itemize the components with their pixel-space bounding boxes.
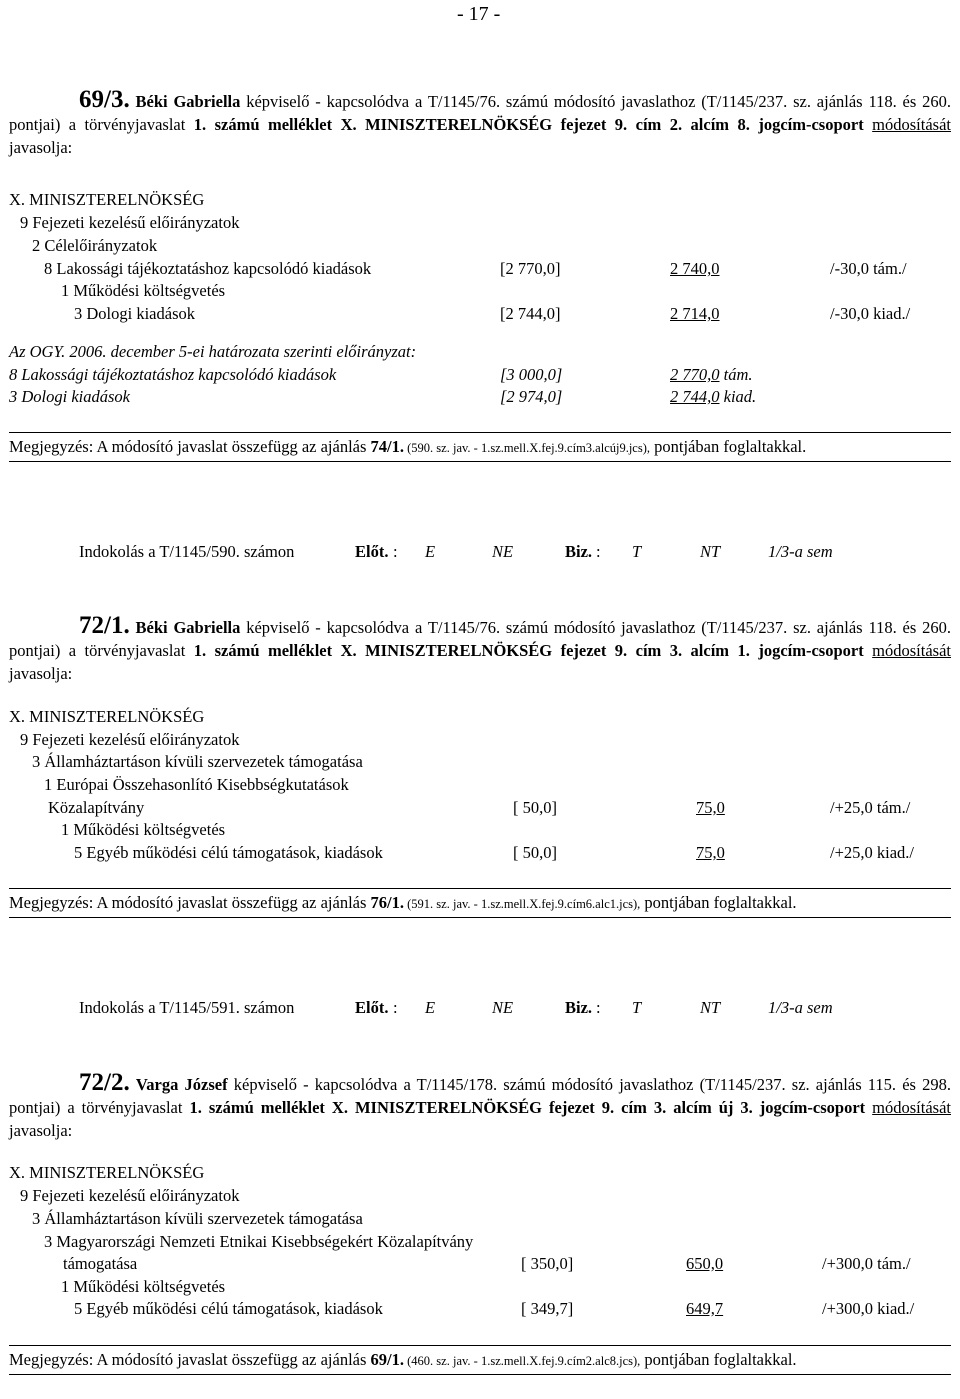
vote-e: E: [425, 542, 436, 561]
hierarchy-line: X. MINISZTERELNÖKSÉG: [9, 707, 205, 726]
vote-ne: NE: [492, 998, 514, 1017]
note-end: pontjában foglaltakkal.: [640, 1350, 797, 1369]
note-reference: 69/1.: [370, 1350, 405, 1369]
ogy-old-value: [2 974,0]: [500, 387, 563, 406]
vote-sem: 1/3-a sem: [768, 542, 833, 561]
note-lead: Megjegyzés: A módosító javaslat összefügg az ajánlás: [9, 893, 371, 912]
amendment-intro: [9, 614, 951, 685]
hierarchy-line: Közalapítvány: [48, 798, 145, 817]
old-value: [2 744,0]: [500, 304, 561, 323]
hierarchy-line: 3 Államháztartáson kívüli szervezetek támogatása: [32, 1209, 363, 1228]
reference: 1. számú melléklet X. MINISZTERELNÖKSÉG fejezet 9. cím 3. alcím új 3. jogcím-csoport: [189, 1098, 866, 1117]
intro-tail: javasolja:: [9, 1121, 73, 1140]
hierarchy-line: 9 Fejezeti kezelésű előirányzatok: [20, 730, 240, 749]
hierarchy-line: X. MINISZTERELNÖKSÉG: [9, 1163, 205, 1182]
modification-word: módosítását: [872, 641, 951, 660]
amendment-number: 69/3.: [79, 86, 130, 113]
hierarchy-line: 3 Államháztartáson kívüli szervezetek támogatása: [32, 752, 363, 771]
vote-t: T: [632, 542, 642, 561]
justification-line: [79, 999, 294, 1018]
new-value: 649,7: [686, 1299, 724, 1318]
elot-label: Előt.: [355, 542, 389, 561]
ogy-suffix: kiad.: [719, 387, 757, 406]
hierarchy-line: X. MINISZTERELNÖKSÉG: [9, 190, 205, 209]
hierarchy-line: támogatása: [63, 1254, 138, 1273]
ogy-old-value: [3 000,0]: [500, 365, 563, 384]
amendment-intro: [9, 1071, 951, 1142]
note-reference: 74/1.: [370, 437, 405, 456]
difference: /+25,0 tám./: [830, 798, 911, 817]
note-reference: 76/1.: [370, 893, 405, 912]
amendment-number: 72/1.: [79, 612, 130, 639]
author-name: Béki Gabriella: [135, 618, 241, 637]
ogy-row-label: 3 Dologi kiadások: [9, 387, 130, 406]
vote-t: T: [632, 998, 642, 1017]
old-value: [ 50,0]: [513, 798, 557, 817]
note-small: (590. sz. jav. - 1.sz.mell.X.fej.9.cím3.alcúj9.jcs),: [404, 441, 651, 455]
justification-line: [79, 543, 294, 562]
note-box: [9, 432, 951, 462]
intro-text: képviselő - kapcsolódva a T/1145/76. számú módosító javaslathoz (T/1145/237. sz. ajánlás 118. és 260. pontjai) a törvényjavaslat: [9, 92, 952, 134]
hierarchy-line: 9 Fejezeti kezelésű előirányzatok: [20, 1186, 240, 1205]
new-value: 75,0: [696, 798, 725, 817]
hierarchy-line: 3 Magyarországi Nemzeti Etnikai Kisebbségekért Közalapítvány: [44, 1232, 474, 1251]
justification-text: Indokolás a T/1145/591. számon: [79, 998, 295, 1017]
new-value: 650,0: [686, 1254, 724, 1273]
vote-nt: NT: [700, 998, 721, 1017]
reference: 1. számú melléklet X. MINISZTERELNÖKSÉG fejezet 9. cím 3. alcím 1. jogcím-csoport: [193, 641, 864, 660]
note-box: [9, 1345, 951, 1375]
hierarchy-line: 1 Működési költségvetés: [61, 820, 226, 839]
biz-label: Biz.: [565, 542, 593, 561]
hierarchy-line: 1 Működési költségvetés: [61, 281, 226, 300]
note-box: [9, 888, 951, 918]
intro-text: képviselő - kapcsolódva a T/1145/76. számú módosító javaslathoz (T/1145/237. sz. ajánlás 118. és 260. pontjai) a törvényjavaslat: [9, 618, 952, 660]
hierarchy-line: 9 Fejezeti kezelésű előirányzatok: [20, 213, 240, 232]
intro-tail: javasolja:: [9, 664, 73, 683]
amendment-number: 72/2.: [79, 1069, 130, 1096]
author-name: Béki Gabriella: [135, 92, 241, 111]
new-value: 2 740,0: [670, 259, 720, 278]
note-lead: Megjegyzés: A módosító javaslat összefügg az ajánlás: [9, 437, 371, 456]
old-value: [ 350,0]: [521, 1254, 574, 1273]
hierarchy-line: 5 Egyéb működési célú támogatások, kiadások: [74, 1299, 383, 1318]
ogy-suffix: tám.: [719, 365, 753, 384]
old-value: [2 770,0]: [500, 259, 561, 278]
elot-label: Előt.: [355, 998, 389, 1017]
note-small: (460. sz. jav. - 1.sz.mell.X.fej.9.cím2.alc8.jcs),: [404, 1354, 641, 1368]
hierarchy-line: 5 Egyéb működési célú támogatások, kiadások: [74, 843, 383, 862]
vote-ne: NE: [492, 542, 514, 561]
modification-word: módosítását: [872, 1098, 951, 1117]
hierarchy-line: 1 Működési költségvetés: [61, 1277, 226, 1296]
difference: /+300,0 tám./: [822, 1254, 911, 1273]
difference: /+25,0 kiad./: [830, 843, 915, 862]
note-lead: Megjegyzés: A módosító javaslat összefügg az ajánlás: [9, 1350, 371, 1369]
intro-text: képviselő - kapcsolódva a T/1145/178. számú módosító javaslathoz (T/1145/237. sz. ajánlás 115. és 298. pontjai) a törvényjavaslat: [9, 1075, 951, 1117]
difference: /+300,0 kiad./: [822, 1299, 915, 1318]
ogy-new-value: 2 770,0: [670, 365, 720, 384]
ogy-title: Az OGY. 2006. december 5-ei határozata szerinti előirányzat:: [9, 342, 417, 361]
vote-nt: NT: [700, 542, 721, 561]
hierarchy-line: 1 Európai Összehasonlító Kisebbségkutatások: [44, 775, 349, 794]
old-value: [ 50,0]: [513, 843, 557, 862]
hierarchy-line: 3 Dologi kiadások: [74, 304, 195, 323]
new-value: 2 714,0: [670, 304, 720, 323]
note-end: pontjában foglaltakkal.: [650, 437, 807, 456]
author-name: Varga József: [135, 1075, 228, 1094]
hierarchy-line: 8 Lakossági tájékoztatáshoz kapcsolódó kiadások: [44, 259, 372, 278]
reference: 1. számú melléklet X. MINISZTERELNÖKSÉG fejezet 9. cím 2. alcím 8. jogcím-csoport: [193, 115, 864, 134]
intro-tail: javasolja:: [9, 138, 73, 157]
difference: /-30,0 tám./: [830, 259, 907, 278]
amendment-intro: [9, 88, 951, 159]
note-end: pontjában foglaltakkal.: [640, 893, 797, 912]
vote-sem: 1/3-a sem: [768, 998, 833, 1017]
justification-text: Indokolás a T/1145/590. számon: [79, 542, 295, 561]
biz-label: Biz.: [565, 998, 593, 1017]
new-value: 75,0: [696, 843, 725, 862]
modification-word: módosítását: [872, 115, 951, 134]
vote-e: E: [425, 998, 436, 1017]
difference: /-30,0 kiad./: [830, 304, 911, 323]
note-small: (591. sz. jav. - 1.sz.mell.X.fej.9.cím6.alc1.jcs),: [404, 897, 641, 911]
page-number: - 17 -: [457, 3, 501, 25]
ogy-new-value: 2 744,0: [670, 387, 720, 406]
hierarchy-line: 2 Célelőirányzatok: [32, 236, 158, 255]
old-value: [ 349,7]: [521, 1299, 574, 1318]
ogy-row-label: 8 Lakossági tájékoztatáshoz kapcsolódó kiadások: [9, 365, 337, 384]
